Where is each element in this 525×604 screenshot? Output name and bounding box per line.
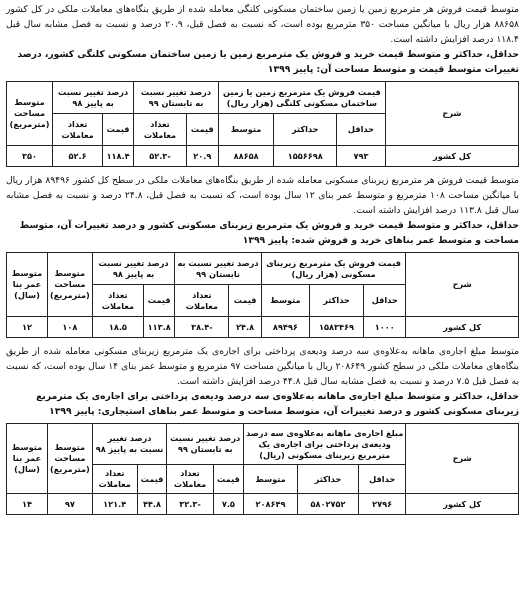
section1-table-caption: حداقل، حداکثر و متوسط قیمت خرید و فروش یک مترمربع زمین یا زمین ساختمان مسکونی کلنگی کشور، درصد تغییرات متوسط قیمت و متوسط مساحت آن: پاییز ۱۳۹۹ — [17, 49, 519, 75]
cell-summer-price: ۲۴.۸ — [229, 317, 261, 338]
col-change-autumn: درصد تغییر نسبت به پاییز ۹۸ — [92, 424, 167, 465]
row-label: کل کشور — [406, 494, 519, 515]
section3-paragraph: متوسط مبلغ اجاره‌ی ماهانه به‌علاوه‌ی سه درصد ودیعه‌ی پرداختی برای اجاره‌ی یک مترمربع زیربنای مسکونی معامله شده از طریق بنگاه‌های معاملات ملکی در سطح کشور ۲۰۸۶۴۹ ریال با میانگین مساحت ۹۷ مترمربع و متوسط عمر بنای ۱۴ سال بوده است، که نسبت به فصل قبل ۷.۵ درصد و نسبت به فصل مشابه سال قبل ۴۴.۸ درصد افزایش داشته است. — [6, 346, 519, 387]
cell-area: ۱۰۸ — [47, 317, 92, 338]
col-max: حداکثر — [298, 465, 359, 494]
section2-table-caption: حداقل، حداکثر و متوسط قیمت خرید و فروش یک مترمربع زیربنای مسکونی کشور و درصد تغییرات آن، متوسط مساحت و متوسط عمر بناهای خرید و فروش شده: پاییز ۱۳۹۹ — [19, 220, 519, 246]
col-avg-age: متوسط عمر بنا (سال) — [7, 253, 48, 317]
col-price-group: قیمت فروش یک مترمربع زمین یا زمین ساختمان مسکونی کلنگی (هزار ریال) — [218, 82, 385, 114]
col-summer-price: قیمت — [229, 285, 261, 317]
col-autumn-tx: تعداد معاملات — [92, 465, 137, 494]
col-avg: متوسط — [244, 465, 298, 494]
cell-avg: ۸۹۴۹۶ — [261, 317, 309, 338]
section1-paragraph: متوسط قیمت فروش هر مترمربع زمین یا زمین ساختمان مسکونی کلنگی معامله شده از طریق بنگاه‌های معاملات ملکی در کل کشور ۸۸۶۵۸ هزار ریال با میانگین مساحت ۳۵۰ مترمربع بوده است، که نسبت به فصل قبل، ۲۰.۹ درصد و نسبت به فصل مشابه سال قبل ۱۱۸.۴ درصد افزایش داشته است. — [6, 4, 519, 45]
table-row — [7, 494, 519, 515]
col-avg-area: متوسط مساحت (مترمربع) — [7, 82, 53, 146]
section2-paragraph: متوسط قیمت فروش هر مترمربع زیربنای مسکونی معامله شده از طریق بنگاه‌های معاملات ملکی در سطح کل کشور ۸۹۴۹۶ هزار ریال با میانگین مساحت ۱۰۸ مترمربع و متوسط عمر بنای ۱۲ سال بوده است، که نسبت به فصل قبل، ۲۴.۸ درصد و نسبت به فصل مشابه سال قبل ۱۱۳.۸ درصد افزایش داشته است. — [6, 175, 519, 216]
col-change-summer: درصد تغییر نسبت به تابستان ۹۹ — [167, 424, 244, 465]
cell-avg: ۸۸۶۵۸ — [218, 146, 274, 167]
col-change-summer: درصد تغییر نسبت به تابستان ۹۹ — [175, 253, 262, 285]
col-change-autumn: درصد تغییر نسبت به پاییز ۹۸ — [92, 253, 175, 285]
cell-autumn-price: ۱۱۸.۴ — [103, 146, 134, 167]
col-avg-area: متوسط مساحت (مترمربع) — [47, 424, 92, 494]
section3-table-caption: حداقل، حداکثر و متوسط مبلغ اجاره‌ی ماهانه به‌علاوه‌ی سه درصد ودیعه‌ی پرداختی برای اجاره‌ی یک مترمربع زیربنای مسکونی کشور و درصد تغییرات آن، متوسط مساحت و متوسط عمر بناهای استیجاری: پاییز ۱۳۹۹ — [36, 391, 519, 417]
cell-autumn-tx: ۱۸.۵ — [92, 317, 143, 338]
col-min: حداقل — [337, 114, 386, 146]
col-autumn-price: قیمت — [137, 465, 167, 494]
row-label: کل کشور — [385, 146, 518, 167]
cell-age: ۱۲ — [7, 317, 48, 338]
table-row — [7, 317, 519, 338]
col-max: حداکثر — [309, 285, 363, 317]
col-desc: شرح — [406, 253, 519, 317]
col-change-autumn: درصد تغییر نسبت به پاییز ۹۸ — [53, 82, 134, 114]
cell-age: ۱۴ — [7, 494, 48, 515]
col-summer-tx: تعداد معاملات — [175, 285, 229, 317]
col-change-summer: درصد تغییر نسبت به تابستان ۹۹ — [134, 82, 219, 114]
table-row — [7, 146, 519, 167]
cell-summer-tx: -۳۲.۳ — [167, 494, 213, 515]
cell-autumn-price: ۱۱۳.۸ — [143, 317, 174, 338]
cell-area: ۹۷ — [47, 494, 92, 515]
cell-summer-price: ۲۰.۹ — [186, 146, 218, 167]
col-min: حداقل — [358, 465, 405, 494]
col-summer-price: قیمت — [213, 465, 243, 494]
cell-min: ۷۹۳ — [337, 146, 386, 167]
col-autumn-price: قیمت — [143, 285, 174, 317]
col-summer-tx: تعداد معاملات — [134, 114, 187, 146]
col-autumn-tx: تعداد معاملات — [53, 114, 103, 146]
col-desc: شرح — [406, 424, 519, 494]
col-summer-tx: تعداد معاملات — [167, 465, 213, 494]
col-desc: شرح — [385, 82, 518, 146]
col-autumn-tx: تعداد معاملات — [92, 285, 143, 317]
cell-summer-tx: -۳۸.۴ — [175, 317, 229, 338]
cell-max: ۱۵۸۳۴۶۹ — [309, 317, 363, 338]
cell-summer-price: ۷.۵ — [213, 494, 243, 515]
cell-max: ۵۸۰۲۷۵۲ — [298, 494, 359, 515]
cell-min: ۱۰۰۰ — [364, 317, 406, 338]
col-avg: متوسط — [261, 285, 309, 317]
cell-autumn-price: ۴۴.۸ — [137, 494, 167, 515]
cell-summer-tx: -۵۲.۳ — [134, 146, 187, 167]
col-price-group: قیمت فروش یک مترمربع زیربنای مسکونی (هزار ریال) — [261, 253, 406, 285]
col-avg: متوسط — [218, 114, 274, 146]
section1-table — [6, 81, 519, 167]
col-summer-price: قیمت — [186, 114, 218, 146]
row-label: کل کشور — [406, 317, 519, 338]
section2-table — [6, 252, 519, 338]
col-avg-age: متوسط عمر بنا (سال) — [7, 424, 48, 494]
cell-autumn-tx: ۵۲.۶ — [53, 146, 103, 167]
cell-max: ۱۵۵۶۶۹۸ — [274, 146, 337, 167]
col-price-group: مبلغ اجاره‌ی ماهانه به‌علاوه‌ی سه درصد ودیعه‌ی پرداختی برای اجاره‌ی یک مترمربع زیربنای مسکونی (ریال) — [244, 424, 406, 465]
cell-autumn-tx: ۱۲۱.۴ — [92, 494, 137, 515]
cell-area: ۳۵۰ — [7, 146, 53, 167]
col-autumn-price: قیمت — [103, 114, 134, 146]
col-max: حداکثر — [274, 114, 337, 146]
col-min: حداقل — [364, 285, 406, 317]
section3-table — [6, 423, 519, 515]
document-page — [0, 2, 525, 515]
col-avg-area: متوسط مساحت (مترمربع) — [47, 253, 92, 317]
cell-min: ۲۷۹۶ — [358, 494, 405, 515]
cell-avg: ۲۰۸۶۴۹ — [244, 494, 298, 515]
